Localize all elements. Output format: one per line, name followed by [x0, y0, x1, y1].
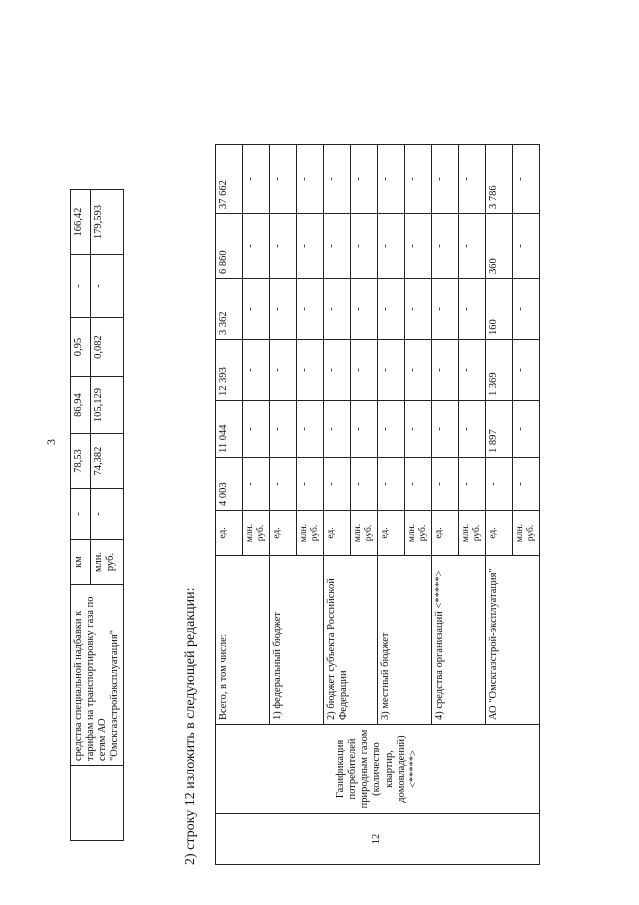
table-row [71, 190, 91, 841]
group-label: 1) федеральный бюджет [270, 556, 324, 725]
value-cell: - [270, 401, 297, 458]
unit-cell: млн. руб. [351, 511, 378, 556]
unit-cell: км [71, 540, 91, 585]
value-cell: - [243, 401, 270, 458]
row-number: 12 [216, 814, 540, 865]
group-label: Всего, в том числе: [216, 556, 270, 725]
value-cell: 166,42 [71, 190, 91, 255]
value-cell: - [270, 145, 297, 214]
value-cell: 1 897 [486, 401, 513, 458]
value-cell: - [513, 279, 540, 340]
value-cell: 105,129 [90, 377, 124, 434]
value-cell: - [243, 145, 270, 214]
value-cell: - [432, 401, 459, 458]
value-cell: - [324, 340, 351, 401]
value-cell: 179,593 [90, 190, 124, 255]
value-cell: - [405, 340, 432, 401]
value-cell: - [513, 145, 540, 214]
value-cell: - [243, 340, 270, 401]
value-cell: - [378, 458, 405, 511]
value-cell: - [405, 145, 432, 214]
value-cell: 86,94 [71, 377, 91, 434]
value-cell: - [513, 214, 540, 279]
unit-cell: ед. [378, 511, 405, 556]
top-table [70, 189, 124, 841]
value-cell: - [324, 145, 351, 214]
value-cell: - [432, 214, 459, 279]
value-cell: - [270, 458, 297, 511]
value-cell: 74,382 [90, 434, 124, 489]
value-cell: - [513, 401, 540, 458]
value-cell: - [324, 279, 351, 340]
value-cell: - [459, 145, 486, 214]
section-heading: 2) строку 12 изложить в следующей редакции: [183, 587, 198, 865]
unit-cell: ед. [216, 511, 243, 556]
value-cell: 78,53 [71, 434, 91, 489]
value-cell: 6 860 [216, 214, 243, 279]
value-cell: - [324, 401, 351, 458]
value-cell: - [270, 214, 297, 279]
value-cell: - [378, 340, 405, 401]
value-cell: - [351, 340, 378, 401]
value-cell: - [270, 340, 297, 401]
value-cell: - [324, 458, 351, 511]
value-cell: - [432, 145, 459, 214]
measure-description: средства специальной надбавки к тарифам на транспортировку газа по сетям АО "Омскгазстройэксплуатация" [71, 585, 124, 766]
value-cell: - [351, 279, 378, 340]
value-cell: - [405, 458, 432, 511]
unit-cell: млн. руб. [297, 511, 324, 556]
value-cell: 3 362 [216, 279, 243, 340]
group-label: 4) средства организаций <*****> [432, 556, 486, 725]
unit-cell: млн. руб. [405, 511, 432, 556]
value-cell: - [513, 340, 540, 401]
value-cell: - [378, 214, 405, 279]
unit-cell: млн. руб. [243, 511, 270, 556]
value-cell: - [351, 458, 378, 511]
empty-cell [71, 766, 124, 841]
value-cell: - [378, 401, 405, 458]
row-name: Газификация потребителей природным газом (количество квартир, домовладений) <*****> [216, 725, 540, 814]
unit-cell: ед. [324, 511, 351, 556]
value-cell: - [459, 458, 486, 511]
value-cell: 12 393 [216, 340, 243, 401]
group-label: АО "Омскгазстрой-эксплуатация" [486, 556, 540, 725]
value-cell: - [297, 214, 324, 279]
value-cell: - [90, 489, 124, 540]
value-cell: - [513, 458, 540, 511]
value-cell: - [243, 458, 270, 511]
unit-cell: млн. руб. [513, 511, 540, 556]
value-cell: - [351, 214, 378, 279]
value-cell: 3 786 [486, 145, 513, 214]
value-cell: - [351, 145, 378, 214]
value-cell: - [378, 145, 405, 214]
value-cell: - [297, 340, 324, 401]
value-cell: - [459, 279, 486, 340]
value-cell: - [71, 489, 91, 540]
main-table [215, 144, 540, 865]
value-cell: - [432, 279, 459, 340]
value-cell: - [405, 214, 432, 279]
value-cell: - [351, 401, 378, 458]
value-cell: - [243, 214, 270, 279]
value-cell: 0,95 [71, 318, 91, 377]
unit-cell: млн. руб. [459, 511, 486, 556]
value-cell: - [90, 255, 124, 318]
value-cell: - [297, 401, 324, 458]
unit-cell: ед. [270, 511, 297, 556]
value-cell: - [459, 214, 486, 279]
value-cell: - [243, 279, 270, 340]
value-cell: - [432, 458, 459, 511]
table-row [216, 145, 243, 865]
value-cell: 11 044 [216, 401, 243, 458]
value-cell: - [405, 279, 432, 340]
value-cell: - [297, 279, 324, 340]
unit-cell: млн. руб. [90, 540, 124, 585]
value-cell: 1 369 [486, 340, 513, 401]
value-cell: - [459, 340, 486, 401]
value-cell: - [297, 458, 324, 511]
value-cell: - [71, 255, 91, 318]
value-cell: - [270, 279, 297, 340]
group-label: 3) местный бюджет [378, 556, 432, 725]
value-cell: 360 [486, 214, 513, 279]
unit-cell: ед. [432, 511, 459, 556]
value-cell: - [378, 279, 405, 340]
value-cell: - [324, 214, 351, 279]
group-label: 2) бюджет субъекта Российской Федерации [324, 556, 378, 725]
value-cell: - [297, 145, 324, 214]
value-cell: - [459, 401, 486, 458]
value-cell: 4 003 [216, 458, 243, 511]
page-number: 3 [44, 439, 58, 445]
value-cell: 0,082 [90, 318, 124, 377]
value-cell: - [405, 401, 432, 458]
value-cell: 37 662 [216, 145, 243, 214]
value-cell: - [486, 458, 513, 511]
value-cell: - [432, 340, 459, 401]
unit-cell: ед. [486, 511, 513, 556]
value-cell: 160 [486, 279, 513, 340]
